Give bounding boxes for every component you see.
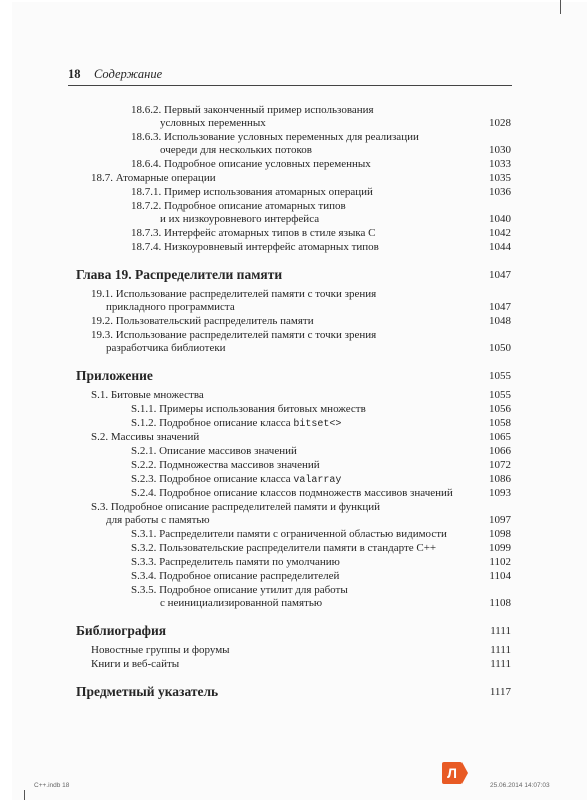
footer-file-label: C++.indb 18	[34, 782, 70, 789]
toc-page-number: 1093	[489, 487, 511, 499]
toc-entry-title: 18.6.4. Подробное описание условных переменных	[131, 158, 371, 170]
toc-entry-title: S.2.1. Описание массивов значений	[131, 445, 297, 457]
toc-page-number: 1117	[489, 686, 511, 698]
toc-entry-title: прикладного программиста	[106, 301, 235, 313]
toc-page-number: 1030	[489, 144, 511, 156]
toc-page-number: 1047	[489, 269, 511, 281]
toc-entry-title: S.1.2. Подробное описание класса bitset<>	[131, 417, 342, 430]
toc-page-number: 1102	[489, 556, 511, 568]
toc-page-number: 1097	[489, 514, 511, 526]
toc-entry-title: 19.1. Использование распределителей памяти с точки зрения	[91, 288, 377, 300]
toc-page-number: 1050	[489, 342, 511, 354]
toc-entry-title: 18.7.2. Подробное описание атомарных типов	[131, 200, 346, 212]
toc-entry-title: для работы с памятью	[106, 514, 210, 526]
toc-page-number: 1065	[489, 431, 511, 443]
toc-entry-title: 18.6.3. Использование условных переменных для реализации	[131, 131, 419, 143]
toc-entry-title: 18.7.1. Пример использования атомарных операций	[131, 186, 373, 198]
toc-entry-title: S.3.1. Распределители памяти с ограниченной областью видимости	[131, 528, 447, 540]
toc-entry-title: условных переменных	[160, 117, 266, 129]
toc-page-number: 1047	[489, 301, 511, 313]
toc-page-number: 1033	[489, 158, 511, 170]
toc-page-number: 1055	[489, 370, 511, 382]
toc-page-number: 1111	[490, 644, 511, 656]
footer-timestamp: 25.06.2014 14:07:03	[490, 782, 550, 789]
toc-page-number: 1048	[489, 315, 511, 327]
toc-page-number: 1066	[489, 445, 511, 457]
toc-entry-title: 18.7.3. Интерфейс атомарных типов в стиле языка C	[131, 227, 376, 239]
toc-page-number: 1044	[489, 241, 511, 253]
toc-entry-title: 18.7.4. Низкоуровневый интерфейс атомарных типов	[131, 241, 379, 253]
toc-entry-title: разработчика библиотеки	[106, 342, 226, 354]
toc-entry-title: S.3. Подробное описание распределителей памяти и функций	[91, 501, 380, 513]
toc-page-number: 1028	[489, 117, 511, 129]
toc-entry-title: S.2.3. Подробное описание класса valarray	[131, 473, 342, 486]
toc-code-token: bitset<>	[293, 419, 342, 430]
toc-page-number: 1058	[489, 417, 511, 429]
toc-page-number: 1056	[489, 403, 511, 415]
toc-entry-title: S.1. Битовые множества	[91, 389, 204, 401]
publisher-logo-icon: Л	[442, 762, 462, 784]
toc-entry-title: Предметный указатель	[76, 684, 219, 699]
toc-entry-title: 18.6.2. Первый законченный пример использования	[131, 104, 374, 116]
toc-page-number: 1055	[489, 389, 511, 401]
toc-page-number: 1040	[489, 213, 511, 225]
running-title: Содержание	[94, 67, 163, 81]
toc-entry-title: Библиография	[76, 623, 167, 638]
toc-entry-title: S.2.4. Подробное описание классов подмножеств массивов значений	[131, 487, 453, 499]
toc-entry-title: Новостные группы и форумы	[91, 644, 230, 656]
toc-entry-title: с неинициализированной памятью	[160, 597, 323, 609]
toc-page-number: 1098	[489, 528, 511, 540]
page-number: 18	[68, 67, 81, 81]
toc-entry-title: S.1.1. Примеры использования битовых множеств	[131, 403, 366, 415]
print-footer	[0, 780, 587, 794]
toc-entry-title: Приложение	[76, 368, 153, 383]
toc-entry-title: Книги и веб-сайты	[91, 658, 180, 670]
toc-entry-title: 18.7. Атомарные операции	[91, 172, 216, 184]
toc-entry-title: S.3.3. Распределитель памяти по умолчанию	[131, 556, 340, 568]
toc-entry-title: S.2.2. Подмножества массивов значений	[131, 459, 320, 471]
toc-entry-title: S.2. Массивы значений	[91, 431, 200, 443]
toc-page-number: 1086	[489, 473, 511, 485]
toc-page-number: 1104	[489, 570, 511, 582]
toc-page-number: 1111	[490, 658, 511, 670]
toc-page-number: 1036	[489, 186, 511, 198]
toc-page-number: 1099	[489, 542, 511, 554]
toc-code-token: valarray	[293, 475, 342, 486]
toc-entry-title: S.3.4. Подробное описание распределителей	[131, 570, 340, 582]
toc-entry-title: S.3.5. Подробное описание утилит для работы	[131, 584, 348, 596]
toc-entry-title: 19.3. Использование распределителей памяти с точки зрения	[91, 329, 377, 341]
toc-entry-title: Глава 19. Распределители памяти	[76, 267, 283, 282]
toc-page-number: 1042	[489, 227, 511, 239]
toc-entry-title: 19.2. Пользовательский распределитель памяти	[91, 315, 314, 327]
toc-entry-title: очереди для нескольких потоков	[160, 144, 312, 156]
toc-page-number: 1108	[489, 597, 511, 609]
toc-page-number: 1072	[489, 459, 511, 471]
toc-page-number: 1035	[489, 172, 511, 184]
toc-page-number: 1111	[490, 625, 511, 637]
toc-entry-title: и их низкоуровневого интерфейса	[160, 213, 320, 225]
toc-entry-title: S.3.2. Пользовательские распределители памяти в стандарте C++	[131, 542, 437, 554]
